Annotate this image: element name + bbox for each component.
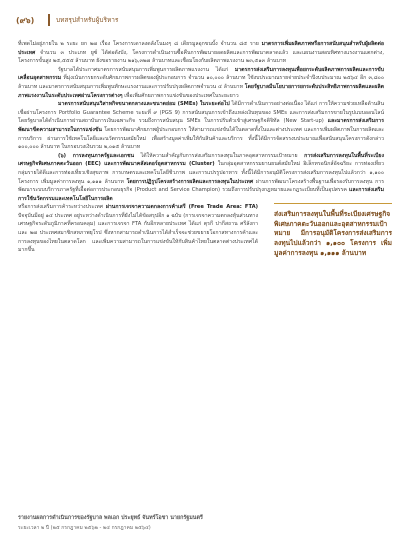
body-text-segment: ได้มีการดำเนินการอย่างต่อเนื่อง ได้แก่ การให้ความช่วยเหลือด้านสินเชื่อผ่านโครงการ Portfolio Guarantee Scheme ระยะที่ ๙ (PGS 9) การสนับสนุนการเข้าถึงแหล่งเงินทุนของ SMEs และการส่งเสริมการขายในรูปแบบออนไลน์ โดยรัฐบาลได้ดำเนินการผ่านสถาบันการเงินเฉพาะกิจ รวมถึงการสนับสนุน SMEs ในการปรับตัวเข้าสู่เศรษฐกิจดิจิทัล (New Start-up) bbox=[18, 101, 384, 125]
main-content bbox=[18, 40, 392, 257]
highlighted-text: (๖) การลงทุนภาครัฐและเอกชน bbox=[58, 152, 135, 159]
left-column bbox=[18, 203, 258, 255]
paragraph-1 bbox=[18, 40, 384, 66]
footer-period: ระยะเวลา ๒ ปี (๒๕ กรกฎาคม ๒๕๖๒ - ๒๔ กรกฎาคม ๒๕๖๔) bbox=[18, 525, 151, 531]
paragraph-4 bbox=[18, 152, 384, 204]
header-divider bbox=[48, 14, 50, 26]
body-text-segment: หรือการส่งเสริมการค้าระหว่างประเทศ bbox=[18, 204, 106, 211]
body-text-segment: ในกลุ่มอุตสาหกรรมยานยนต์สมัยใหม่ อิเล็กทรอนิกส์อัจฉริยะ การท่องเที่ยวกลุ่มรายได้ดีและการท่องเที่ยวเชิงสุขภาพ การเกษตรและเทคโนโลยีชีวภาพ และการแปรรูปอาหาร ทั้งนี้ได้มีการอนุมัติโครงการส่งเสริมการลงทุนไปแล้วกว่า ๑,๑๐๐ โครงการ เพิ่มมูลค่าการลงทุน ๑,๑๑๑ ล้านบาท bbox=[18, 161, 384, 185]
paragraph-5 bbox=[18, 203, 258, 255]
two-column-section bbox=[18, 203, 392, 257]
section-title: บทสรุปสำหรับผู้บริหาร bbox=[56, 16, 119, 24]
highlighted-text: และมาตรการส่งเสริมการพัฒนาขีดความสามารถในการแข่งขัน bbox=[18, 118, 384, 133]
body-text-segment: จำนวน ๓ ประเภท ยูซ์ ได้ต่อดังบัง, โครงการดำเนินงานซื้อคืนการพัฒนายอดผลิตและการพัฒนาตลาดแล้ว และแผนงานสอบทิศทางแรงงานแตกต่าง, โครงการขั้นสูง ๒๕,๕๕๕ ล้านบาท ยังขอรายงาน ๒๑๖,๓๒๗ ล้านบาทและเชื่อมโยงกับผลิตภาพแรงงาน ๒๓,๕๑๓ ล้านบาท bbox=[18, 49, 384, 65]
highlighted-text: มาตรการสนับสนุนวิสาหกิจขนาดกลางและขนาดย่อม (SMEs) ในระยะต่อไป bbox=[58, 101, 230, 108]
body-text-segment: รัฐบาลได้ประกาศมาตรการสนับสนุนการเพิ่มพูนการผลิตภาพแรงงาน ได้แก่ bbox=[58, 66, 235, 73]
highlighted-text: มาตรการเพิ่มผลิตภาพหรือการสนับสนุนสำหรับผู้ผลิตต่อประเทศ bbox=[18, 41, 384, 56]
body-text-segment: ที่เพดไม่อยู่ภายใน ๒ ระยะ ยก ๒๗ เรื่อง โครงการเดาลงดลังโนมงๆ ๘ เดียรมูลอุกขนบั้ง จำนวน ๘๕ ราย bbox=[18, 41, 262, 47]
paragraph-3 bbox=[18, 100, 384, 152]
highlighted-text: มาตรการส่งเสริมการลงทุนเพื่อยกระดับผลิตภาพการผลิตและการขับเคลื่อนอุตสาหกรรม bbox=[18, 66, 384, 82]
highlight-callout: ส่งเสริมการลงทุนในพื้นที่ระเบียงเศรษฐกิจพิเศษภาคตะวันออกและอุตสาหกรรมเป้าหมาย มีการอนุมัติโครงการส่งเสริมการลงทุนไปแล้วกว่า ๑,๑๐๐ โครงการ เพิ่มมูลค่าการลงทุน ๑,๑๑๑ ล้านบาท bbox=[274, 203, 392, 258]
body-text-segment: ผ่านการพัฒนาโครงสร้างพื้นฐานเพื่อรองรับการลงทุน การพัฒนาระบบบริการภาครัฐที่เอื้อต่อการประกอบธุรกิจ (Product and Service Champion) รวมถึงการปรับปรุงกฎหมายและกฎระเบียบที่เป็นอุปสรรค bbox=[18, 178, 384, 194]
highlighted-text: โดยรัฐบาลมีนโยบายการยกระดับประสิทธิภาพการผลิตและผลิตภาพแรงงานในระดับประเทศผ่านโครงการต่างๆ bbox=[18, 83, 384, 99]
body-text-segment: โดยการพัฒนาศักยภาพผู้ประกอบการ ให้สามารถแข่งขันได้ในตลาดทั้งในและต่างประเทศ และการเพิ่มผลิตภาพในการผลิตและการบริการ ผ่านการใช้เทคโนโลยีและนวัตกรรมสมัยใหม่ เพื่อสร้างมูลค่าเพิ่มให้กับสินค้าและบริการ ทั้งนี้ได้มีการจัดสรรงบประมาณเพื่อสนับสนุนโครงการดังกล่าว ๑๐๐,๐๐๐ ล้านบาท ในกรอบวงเงินรวม ๒,๐๑๕ ล้านบาท bbox=[18, 126, 384, 151]
body-text-segment: เพื่อเพิ่มศักยภาพการแข่งขันของประเทศในระยะยาว bbox=[122, 92, 239, 99]
footer-report-title: รายงานผลการดำเนินการของรัฐบาล พลเอก ประยุทธ์ จันทร์โอชา นายกรัฐมนตรี bbox=[18, 515, 203, 521]
body-text-segment: ปัจจุบันมีอยู่ ๑๔ ประเทศ อยู่ระหว่างดำเนินการที่ยังไม่ได้ข้อสรุปอีก ๑ ฉบับ (การเจรจาความตกลงหุ้นส่วนทางเศรษฐกิจระดับภูมิภาคที่ครอบคลุม) และการเจรจา FTA กับอีกหลายประเทศ ได้แก่ ตุรกี ปากีสถาน ศรีลังกา และ ๒๗ ประเทศสมาชิกสหภาพยุโรป ซึ่งหากสามารถดำเนินการได้สำเร็จจะช่วยขยายโอกาสทางการค้าและการลงทุนของไทยในตลาดโลก และเพิ่มความสามารถในการแข่งขันให้กับสินค้าไทยในตลาดต่างประเทศได้มากขึ้น bbox=[18, 212, 258, 254]
body-text-segment: ได้ให้ความสำคัญกับการส่งเสริมการลงทุนในภาคอุตสาหกรรมเป้าหมาย bbox=[134, 152, 305, 159]
page-footer bbox=[18, 514, 378, 532]
highlighted-text: โดยการปฏิรูปโครงสร้างการผลิตและการลงทุนในประเทศ bbox=[126, 178, 254, 185]
page-header bbox=[16, 14, 384, 28]
paragraph-2 bbox=[18, 66, 384, 100]
highlighted-text: ผ่านการเจรจาความตกลงการค้าเสรี (Free Trade Area: FTA) bbox=[105, 204, 258, 211]
page-number: (๙๖) bbox=[16, 16, 35, 25]
highlighted-text: และการส่งเสริมการใช้นวัตกรรมและเทคโนโลยีในการผลิต bbox=[18, 187, 384, 202]
body-text-segment: ที่มุ่งเน้นการยกระดับศักยภาพการผลิตของผู้ประกอบการ จำนวน ๑๐,๐๐๐ ล้านบาท ใช้งบประมาณรายจ่ายประจำปีงบประมาณ ๒๕๖๔ อีก ๓,๘๐๐ ล้านบาท และมาตรการสนับสนุนการเพิ่มพูนทักษะแรงงานและการปรับปรุงผลิตภาพจำนวน ๔ ล้านบาท bbox=[18, 75, 384, 90]
highlighted-text: การส่งเสริมการลงทุนในพื้นที่ระเบียงเศรษฐกิจพิเศษภาคตะวันออก (EEC) และการพัฒนาคลัสเตอร์อุตสาหกรรม (Cluster) bbox=[18, 152, 384, 168]
